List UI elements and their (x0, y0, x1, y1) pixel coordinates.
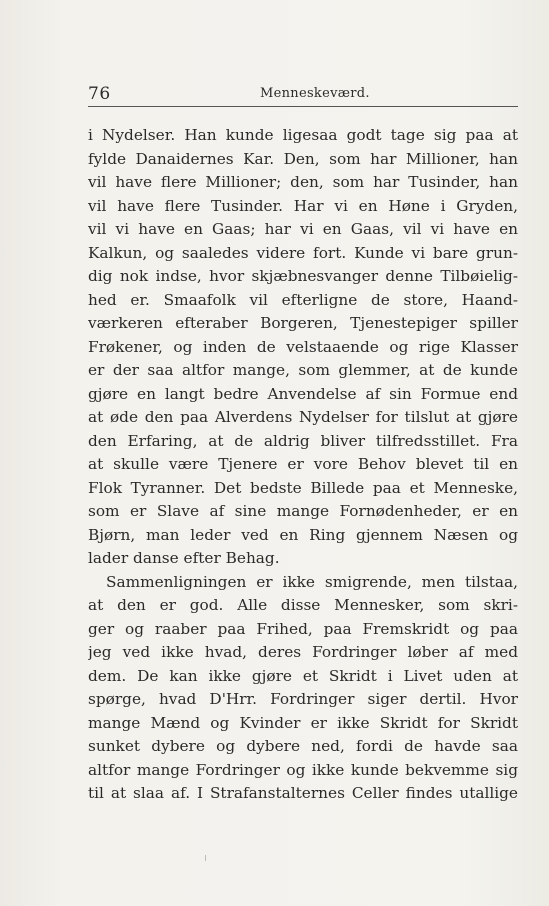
text-line: fylde Danaidernes Kar. Den, som har Millioner, han (88, 149, 518, 168)
page-number: 76 (88, 84, 111, 104)
text-line: som er Slave af sine mange Fornødenheder, er en (88, 502, 518, 520)
text-line: dig nok indse, hvor skjæbnesvanger denne Tilbøielig- (88, 267, 518, 285)
text-line: dem. De kan ikke gjøre et Skridt i Livet uden at (88, 666, 518, 685)
text-line: hed er. Smaafolk vil efterligne de store, Haand- (88, 290, 518, 309)
text-line: Kalkun, og saaledes videre fort. Kunde vi bare grun- (88, 243, 518, 262)
page-header (88, 84, 518, 106)
text-line: Flok Tyranner. Det bedste Billede paa et Menneske, (88, 478, 518, 497)
text-line: den Erfaring, at de aldrig bliver tilfredsstillet. Fra (88, 431, 518, 450)
running-title: Menneskeværd. (260, 86, 370, 101)
text-line: spørge, hvad D'Hrr. Fordringer siger dertil. Hvor (88, 690, 518, 708)
text-line: vil have flere Tusinder. Har vi en Høne i Gryden, (88, 196, 518, 215)
text-line: Sammenligningen er ikke smigrende, men tilstaa, (106, 572, 518, 591)
text-line: jeg ved ikke hvad, deres Fordringer løber af med (88, 643, 518, 661)
text-line: ger og raaber paa Frihed, paa Fremskridt og paa (88, 619, 518, 638)
text-line: Bjørn, man leder ved en Ring gjennem Næsen og (88, 525, 518, 544)
text-line: Frøkener, og inden de velstaaende og rige Klasser (88, 337, 518, 356)
text-line: altfor mange Fordringer og ikke kunde bekvemme sig (88, 760, 518, 779)
text-line: værkeren efteraber Borgeren, Tjenestepiger spiller (88, 314, 518, 332)
text-line: sunket dybere og dybere ned, fordi de havde saa (88, 737, 518, 755)
text-line: lader danse efter Behag. (88, 549, 280, 567)
text-line: at skulle være Tjenere er vore Behov blevet til en (88, 455, 518, 473)
text-line: i Nydelser. Han kunde ligesaa godt tage sig paa at (88, 126, 518, 144)
text-line: at den er god. Alle disse Mennesker, som skri- (88, 596, 518, 614)
header-rule (88, 106, 518, 107)
text-line: er der saa altfor mange, som glemmer, at de kunde (88, 361, 518, 379)
text-line: mange Mænd og Kvinder er ikke Skridt for Skridt (88, 713, 518, 732)
text-line: vil have flere Millioner; den, som har Tusinder, han (88, 173, 518, 191)
text-line: at øde den paa Alverdens Nydelser for tilslut at gjøre (88, 408, 518, 426)
body-text (88, 124, 518, 806)
text-line: til at slaa af. I Strafanstalternes Celler findes utallige (88, 784, 518, 802)
text-line: vil vi have en Gaas; har vi en Gaas, vil vi have en (88, 220, 518, 238)
paper-mark (205, 855, 206, 861)
text-line: gjøre en langt bedre Anvendelse af sin Formue end (88, 384, 518, 403)
